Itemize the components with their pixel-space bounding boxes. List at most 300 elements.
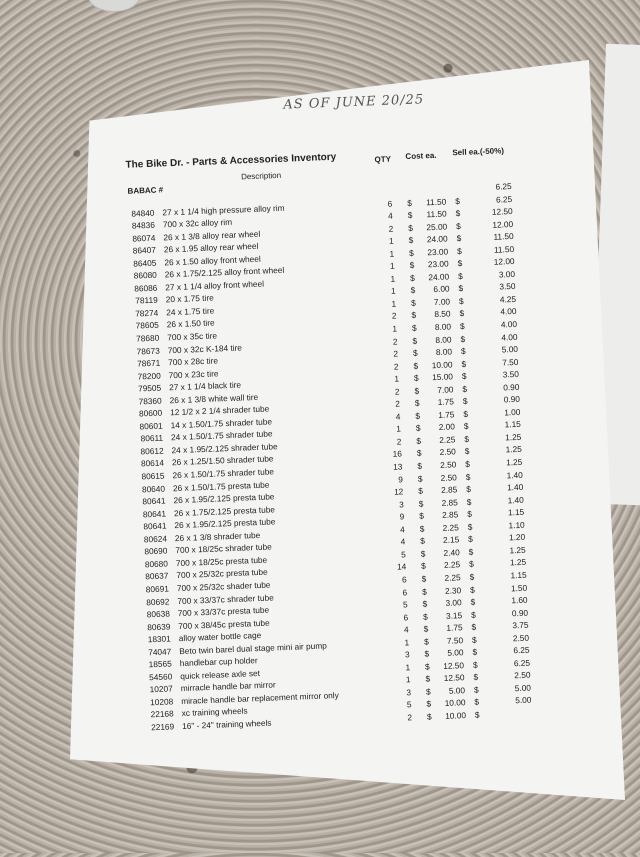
sell-currency: $ (470, 584, 475, 594)
sell-currency: $ (458, 283, 463, 293)
item-description: 700 x 25/32c presta tube (176, 567, 268, 580)
item-sell: 1.10 (485, 520, 525, 532)
item-code: 80641 (132, 521, 166, 532)
item-qty: 3 (394, 499, 404, 509)
item-code: 78200 (127, 370, 161, 381)
sell-currency: $ (471, 622, 476, 632)
cost-currency: $ (421, 561, 426, 571)
item-cost: 1.75 (422, 409, 454, 420)
item-code: 80600 (128, 408, 162, 419)
sell-currency: $ (459, 296, 464, 306)
item-sell: 1.15 (486, 570, 526, 582)
item-cost: 7.50 (431, 635, 463, 646)
item-qty: 2 (391, 436, 401, 446)
item-description: mirracle handle bar mirror (181, 680, 276, 694)
item-qty: 2 (390, 399, 400, 409)
sell-currency: $ (461, 359, 466, 369)
item-cost: 10.00 (433, 698, 465, 709)
sell-currency: $ (472, 634, 477, 644)
sell-currency: $ (456, 221, 461, 231)
item-qty: 2 (383, 223, 393, 233)
item-cost: 11.50 (415, 209, 447, 220)
item-code: 80638 (136, 608, 170, 619)
item-sell: 11.50 (473, 231, 513, 243)
item-sell: 12.00 (473, 219, 513, 231)
sell-currency: $ (455, 208, 460, 218)
item-code: 80639 (136, 621, 170, 632)
item-cost: 8.50 (418, 309, 450, 320)
item-code: 22168 (140, 709, 174, 720)
item-sell: 12.00 (474, 256, 514, 268)
item-qty: 1 (391, 424, 401, 434)
item-description: 27 x 1 1/4 alloy front wheel (165, 278, 264, 292)
item-sell: 1.40 (484, 494, 524, 506)
item-code: 78119 (124, 295, 158, 306)
item-cost: 2.15 (427, 535, 459, 546)
sell-currency: $ (459, 308, 464, 318)
item-cost: 12.50 (432, 660, 464, 671)
cost-currency: $ (410, 273, 415, 283)
sell-currency: $ (468, 534, 473, 544)
sell-currency: $ (456, 233, 461, 243)
sell-currency: $ (473, 659, 478, 669)
cost-currency: $ (414, 373, 419, 383)
item-code: 80615 (130, 471, 164, 482)
item-qty: 5 (396, 549, 406, 559)
item-description: 700 x 32c K-184 tire (168, 342, 243, 355)
sell-currency: $ (460, 321, 465, 331)
item-sell: 5.00 (478, 344, 518, 356)
sell-currency: $ (462, 384, 467, 394)
item-qty: 1 (400, 662, 410, 672)
item-qty: 13 (392, 461, 402, 471)
cost-currency: $ (421, 548, 426, 558)
item-sell: 1.20 (485, 532, 525, 544)
item-code: 80637 (134, 571, 168, 582)
cost-currency: $ (427, 711, 432, 721)
item-description: 26 x 1.75/2.125 presta tube (174, 504, 275, 518)
item-cost: 2.40 (428, 547, 460, 558)
item-code: 84840 (120, 207, 154, 218)
item-code: 86074 (121, 232, 155, 243)
item-description: 26 x 1.50/1.75 presta tube (173, 479, 270, 493)
sell-currency: $ (465, 459, 470, 469)
cost-currency: $ (420, 523, 425, 533)
cost-currency: $ (417, 448, 422, 458)
item-cost: 7.00 (421, 384, 453, 395)
item-cost: 2.25 (428, 572, 460, 583)
cost-currency: $ (415, 411, 420, 421)
item-description: alloy water bottle cage (179, 630, 262, 643)
cost-currency: $ (407, 197, 412, 207)
item-sell: 6.25 (472, 181, 512, 193)
sell-currency: $ (466, 471, 471, 481)
item-description: 26 x 1.95/2.125 presta tube (174, 517, 275, 531)
item-description: miracle handle bar replacement mirror only (181, 690, 339, 706)
item-qty: 2 (388, 349, 398, 359)
item-description: 27 x 1 1/4 high pressure alloy rim (162, 202, 285, 217)
item-qty: 4 (390, 411, 400, 421)
item-description: 24 x 1.75 tire (166, 305, 214, 317)
item-qty: 2 (402, 712, 412, 722)
item-description: 24 x 1.50/1.75 shrader tube (171, 429, 273, 443)
header-sell: Sell ea.(-50%) (452, 146, 504, 157)
item-code: 80614 (130, 458, 164, 469)
sell-currency: $ (472, 647, 477, 657)
sell-currency: $ (469, 559, 474, 569)
sell-currency: $ (474, 697, 479, 707)
item-cost: 10.00 (434, 710, 466, 721)
item-cost: 25.00 (415, 221, 447, 232)
item-description: 26 x 1.50 alloy front wheel (164, 253, 261, 267)
sell-currency: $ (465, 446, 470, 456)
sell-currency: $ (464, 434, 469, 444)
item-cost: 2.25 (428, 560, 460, 571)
item-description: 700 x 28c tire (168, 356, 218, 368)
sell-currency: $ (475, 710, 480, 720)
item-cost: 8.00 (419, 334, 451, 345)
item-qty: 1 (384, 261, 394, 271)
item-qty: 4 (395, 537, 405, 547)
item-sell: 12.50 (472, 206, 512, 218)
item-sell: 1.15 (481, 419, 521, 431)
item-cost: 5.00 (431, 647, 463, 658)
item-qty: 6 (398, 612, 408, 622)
sell-currency: $ (461, 346, 466, 356)
item-sell: 1.25 (486, 557, 526, 569)
item-description: xc training wheels (181, 706, 247, 719)
item-sell: 1.00 (480, 407, 520, 419)
item-sell: 2.50 (489, 632, 529, 644)
item-description: 700 x 18/25c presta tube (176, 555, 268, 568)
header-code: BABAC # (127, 185, 163, 195)
item-code: 54560 (138, 671, 172, 682)
item-sell: 1.50 (487, 582, 527, 594)
header-cost: Cost ea. (405, 151, 436, 161)
cost-currency: $ (408, 235, 413, 245)
item-sell: 5.00 (491, 682, 531, 694)
item-qty: 1 (385, 286, 395, 296)
sell-currency: $ (467, 509, 472, 519)
cost-currency: $ (418, 486, 423, 496)
item-cost: 6.00 (417, 284, 449, 295)
item-sell: 1.25 (481, 432, 521, 444)
cost-currency: $ (412, 323, 417, 333)
item-code: 22169 (140, 721, 174, 732)
sell-currency: $ (457, 258, 462, 268)
item-sell: 6.25 (490, 657, 530, 669)
sell-currency: $ (455, 196, 460, 206)
document-title: The Bike Dr. - Parts & Accessories Inventory (125, 152, 336, 171)
item-description: 700 x 38/45c presta tube (178, 617, 270, 630)
item-code: 80612 (129, 445, 163, 456)
item-qty: 9 (394, 512, 404, 522)
item-description: 26 x 1.50/1.75 shrader tube (172, 466, 274, 480)
item-code: 10207 (139, 684, 173, 695)
item-description: 27 x 1 1/4 black tire (169, 380, 241, 393)
cost-currency: $ (408, 222, 413, 232)
item-code: 79505 (127, 383, 161, 394)
item-description: 26 x 1 3/8 shrader tube (175, 530, 261, 543)
item-qty: 1 (385, 273, 395, 283)
cost-currency: $ (423, 611, 428, 621)
item-qty: 1 (387, 324, 397, 334)
item-code (120, 195, 154, 196)
item-qty: 4 (383, 211, 393, 221)
item-cost: 2.85 (426, 497, 458, 508)
item-code: 84836 (121, 220, 155, 231)
item-code: 10208 (139, 696, 173, 707)
item-sell: 4.00 (477, 331, 517, 343)
item-qty: 9 (393, 474, 403, 484)
item-cost: 2.50 (424, 447, 456, 458)
cost-currency: $ (415, 398, 420, 408)
item-cost: 23.00 (416, 259, 448, 270)
item-cost: 24.00 (415, 234, 447, 245)
cost-currency: $ (416, 423, 421, 433)
item-sell: 3.50 (475, 281, 515, 293)
header-description: Description (241, 171, 281, 182)
item-cost (414, 184, 446, 185)
item-code: 74047 (137, 646, 171, 657)
item-cost: 15.00 (421, 372, 453, 383)
item-sell: 3.50 (479, 369, 519, 381)
cost-currency: $ (409, 260, 414, 270)
item-cost: 7.00 (418, 296, 450, 307)
item-qty: 14 (396, 562, 406, 572)
cost-currency: $ (422, 599, 427, 609)
item-description: 26 x 1.95/2.125 presta tube (173, 491, 274, 505)
item-qty: 5 (401, 700, 411, 710)
item-sell: 1.60 (487, 595, 527, 607)
item-cost: 2.00 (423, 422, 455, 433)
item-qty: 2 (388, 361, 398, 371)
item-description: 700 x 32c alloy rim (163, 217, 233, 230)
cost-currency: $ (414, 385, 419, 395)
item-sell: 1.15 (484, 507, 524, 519)
cost-currency: $ (413, 360, 418, 370)
item-sell: 4.00 (477, 319, 517, 331)
cost-currency: $ (412, 335, 417, 345)
item-description: 700 x 23c tire (168, 368, 218, 380)
cost-currency: $ (417, 461, 422, 471)
item-cost: 3.15 (430, 610, 462, 621)
item-code: 86405 (122, 257, 156, 268)
item-sell: 4.00 (476, 306, 516, 318)
item-description: 700 x 33/37c shrader tube (177, 592, 274, 606)
item-cost: 2.85 (425, 484, 457, 495)
item-code: 78673 (126, 345, 160, 356)
item-sell: 1.25 (482, 444, 522, 456)
item-cost: 2.50 (424, 459, 456, 470)
item-cost: 24.00 (417, 271, 449, 282)
sell-currency: $ (468, 547, 473, 557)
item-code: 78605 (125, 320, 159, 331)
sell-currency: $ (473, 672, 478, 682)
cost-currency: $ (424, 649, 429, 659)
item-cost: 5.00 (433, 685, 465, 696)
item-code: 80690 (133, 546, 167, 557)
cost-currency: $ (422, 586, 427, 596)
item-description: 16" - 24" training wheels (182, 718, 272, 731)
item-cost: 3.00 (429, 597, 461, 608)
sell-currency: $ (463, 396, 468, 406)
inventory-table (2, 176, 640, 740)
item-description: Beto twin barel dual stage mini air pump (179, 640, 327, 656)
cost-currency: $ (420, 536, 425, 546)
item-qty: 1 (399, 637, 409, 647)
item-qty: 2 (387, 336, 397, 346)
sell-currency: $ (463, 409, 468, 419)
cost-currency: $ (409, 248, 414, 258)
item-code: 80680 (134, 558, 168, 569)
sell-currency: $ (470, 597, 475, 607)
item-code: 80641 (131, 496, 165, 507)
sell-currency: $ (474, 685, 479, 695)
item-code: 80624 (133, 533, 167, 544)
item-description: 26 x 1.25/1.50 shrader tube (172, 454, 274, 468)
item-code: 80691 (135, 583, 169, 594)
item-description: 26 x 1.95 alloy rear wheel (164, 241, 259, 255)
item-qty: 6 (382, 198, 392, 208)
item-description: 12 1/2 x 2 1/4 shrader tube (170, 404, 269, 418)
sell-currency: $ (467, 496, 472, 506)
item-code: 78274 (124, 308, 158, 319)
item-description: 26 x 1.75/2.125 alloy front wheel (165, 265, 285, 280)
item-code: 78680 (125, 333, 159, 344)
item-sell: 3.75 (488, 620, 528, 632)
item-cost: 11.50 (414, 196, 446, 207)
item-qty: 4 (398, 624, 408, 634)
sell-currency: $ (458, 271, 463, 281)
item-qty: 3 (399, 649, 409, 659)
item-description: 700 x 18/25c shrader tube (175, 542, 272, 556)
item-cost: 1.75 (430, 622, 462, 633)
item-description: 24 x 1.95/2.125 shrader tube (171, 441, 277, 455)
item-qty: 1 (386, 298, 396, 308)
item-sell: 1.25 (485, 545, 525, 557)
cost-currency: $ (425, 674, 430, 684)
sell-currency: $ (466, 484, 471, 494)
item-qty: 5 (397, 599, 407, 609)
item-description: handlebar cup holder (180, 655, 258, 668)
cost-currency: $ (425, 661, 430, 671)
cost-currency: $ (416, 436, 421, 446)
item-sell: 3.00 (475, 269, 515, 281)
item-cost: 2.85 (426, 510, 458, 521)
cost-currency: $ (419, 498, 424, 508)
cost-currency: $ (423, 624, 428, 634)
item-qty: 1 (384, 248, 394, 258)
cost-currency: $ (408, 210, 413, 220)
item-qty: 1 (384, 236, 394, 246)
sell-currency: $ (469, 572, 474, 582)
item-description: 700 x 25/32c shader tube (177, 580, 271, 594)
handwritten-note: AS OF JUNE 20/25 (283, 92, 424, 112)
cost-currency: $ (426, 699, 431, 709)
item-cost: 8.00 (419, 321, 451, 332)
item-code: 80601 (128, 420, 162, 431)
item-code: 86086 (123, 283, 157, 294)
sell-currency: $ (462, 371, 467, 381)
item-cost: 1.75 (422, 397, 454, 408)
item-description: 700 x 35c tire (167, 330, 217, 342)
item-sell: 0.90 (480, 394, 520, 406)
item-qty: 1 (400, 675, 410, 685)
item-code: 18301 (137, 634, 171, 645)
item-cost: 2.30 (429, 585, 461, 596)
item-sell: 6.25 (489, 645, 529, 657)
item-sell: 0.90 (479, 382, 519, 394)
item-qty: 16 (392, 449, 402, 459)
item-qty: 1 (389, 374, 399, 384)
item-code: 86080 (123, 270, 157, 281)
item-code: 80640 (131, 483, 165, 494)
item-cost: 2.25 (423, 434, 455, 445)
item-qty: 6 (397, 574, 407, 584)
item-description: 14 x 1.50/1.75 shrader tube (170, 416, 272, 430)
item-code: 80692 (135, 596, 169, 607)
item-sell: 1.40 (483, 469, 523, 481)
item-description: 26 x 1 3/8 alloy rear wheel (163, 228, 260, 242)
cost-currency: $ (410, 285, 415, 295)
item-cost: 23.00 (416, 246, 448, 257)
item-qty: 4 (395, 524, 405, 534)
item-qty: 2 (389, 386, 399, 396)
item-cost: 2.25 (427, 522, 459, 533)
item-description: 26 x 1 3/8 white wall tire (169, 392, 258, 405)
item-sell: 4.25 (476, 294, 516, 306)
item-cost: 8.00 (420, 347, 452, 358)
item-code: 80641 (132, 508, 166, 519)
cost-currency: $ (421, 574, 426, 584)
cost-currency: $ (426, 686, 431, 696)
header-qty: QTY (374, 155, 391, 165)
sell-currency: $ (457, 246, 462, 256)
item-qty: 6 (397, 587, 407, 597)
item-sell: 7.50 (478, 357, 518, 369)
sell-currency: $ (468, 522, 473, 532)
item-code: 78360 (127, 395, 161, 406)
sell-currency: $ (460, 333, 465, 343)
item-code: 78671 (126, 358, 160, 369)
item-cost: 12.50 (432, 672, 464, 683)
item-sell: 6.25 (472, 194, 512, 206)
cost-currency: $ (411, 310, 416, 320)
item-sell: 1.40 (483, 482, 523, 494)
sell-currency: $ (471, 609, 476, 619)
item-sell: 2.50 (490, 670, 530, 682)
item-cost: 10.00 (420, 359, 452, 370)
item-description: quick release axle set (180, 668, 260, 681)
item-description: 26 x 1.50 tire (167, 318, 215, 330)
item-qty: 12 (393, 487, 403, 497)
item-description: 700 x 33/37c presta tube (178, 605, 270, 618)
item-qty: 3 (401, 687, 411, 697)
item-sell: 5.00 (491, 695, 531, 707)
item-code: 86407 (122, 245, 156, 256)
cost-currency: $ (413, 348, 418, 358)
item-sell: 1.25 (482, 457, 522, 469)
item-description: 20 x 1.75 tire (166, 293, 214, 305)
cost-currency: $ (424, 636, 429, 646)
item-sell: 0.90 (488, 607, 528, 619)
cost-currency: $ (419, 511, 424, 521)
item-cost: 2.50 (425, 472, 457, 483)
item-code: 18565 (138, 659, 172, 670)
item-qty: 2 (386, 311, 396, 321)
item-code: 80611 (129, 433, 163, 444)
